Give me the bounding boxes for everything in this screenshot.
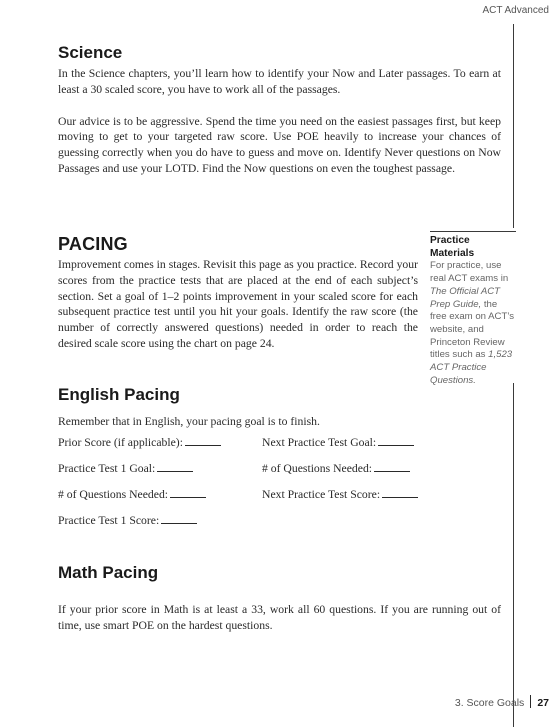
next-score-label: Next Practice Test Score: (262, 488, 381, 501)
english-pacing-section (58, 385, 501, 430)
questions-needed-blank-left[interactable] (170, 488, 206, 498)
test1-score-label: Practice Test 1 Score: (58, 514, 160, 527)
math-paragraph: If your prior score in Math is at least a 33, work all 60 questions. If you are running out of time, use smart POE on the hardest questions. (58, 603, 501, 632)
science-section (58, 43, 501, 177)
sidebar-rule (430, 231, 516, 232)
sidebar-book-title-2: 1,523 ACT Practice Questions. (430, 349, 513, 386)
sidebar-body (430, 260, 516, 387)
science-paragraph-2: Our advice is to be aggressive. Spend the time you need on the easiest passages first, but keep moving to get to your targeted raw score. Use POE heavily to increase your chances of guessing correctly when you do have to guess and move on. Identify Never questions on Now Passages and use your LOTD. Find the Now questions on even the toughest passage. (58, 114, 501, 175)
sidebar-title: Practice Materials (430, 235, 475, 259)
sidebar-text-1: For practice, use real ACT exams in (430, 260, 509, 285)
test1-score-blank[interactable] (161, 514, 197, 524)
test1-goal-blank[interactable] (157, 462, 193, 472)
test1-score-field[interactable] (58, 514, 197, 527)
math-pacing-section (58, 563, 501, 634)
footer-separator (530, 695, 531, 708)
questions-needed-blank-right[interactable] (374, 462, 410, 472)
page-number: 27 (537, 697, 549, 709)
next-score-field[interactable] (262, 488, 418, 501)
pacing-paragraph: Improvement comes in stages. Revisit this page as you practice. Record your scores from the practice tests that are placed at the end of each subject’s section. Set a goal of 1–2 points improvement in your scaled score for each subsequent practice test until you hit your goals. Identify the raw score (the number of correctly answered questions) needed in order to reach the desired scale score using the chart on page 24. (58, 258, 418, 350)
next-goal-field[interactable] (262, 436, 414, 449)
prior-score-blank[interactable] (185, 436, 221, 446)
next-goal-blank[interactable] (378, 436, 414, 446)
margin-rule-bottom (513, 383, 514, 727)
questions-needed-field-left[interactable] (58, 488, 206, 501)
questions-needed-label-left: # of Questions Needed: (58, 488, 169, 501)
sidebar-text-2: the free exam on ACT’s website, and Princeton Review titles such as (430, 298, 515, 361)
prior-score-label: Prior Score (if applicable): (58, 436, 183, 449)
science-heading: Science (58, 43, 123, 62)
footer-chapter: 3. Score Goals (454, 697, 525, 709)
test1-goal-label: Practice Test 1 Goal: (58, 462, 156, 475)
pacing-section (58, 234, 418, 352)
page-footer (455, 695, 549, 709)
science-paragraph-1: In the Science chapters, you’ll learn how to identify your Now and Later passages. To earn at least a 30 scaled score, you have to work all of the passages. (58, 67, 501, 96)
sidebar-book-title: The Official ACT Prep Guide, (430, 285, 501, 310)
running-head: ACT Advanced (482, 5, 549, 16)
pacing-heading: PACING (58, 234, 128, 254)
next-score-blank[interactable] (382, 488, 418, 498)
math-pacing-heading: Math Pacing (58, 563, 159, 582)
english-intro: Remember that in English, your pacing goal is to finish. (58, 415, 320, 428)
practice-materials-sidebar (430, 231, 516, 387)
questions-needed-label-right: # of Questions Needed: (262, 462, 373, 475)
questions-needed-field-right[interactable] (262, 462, 410, 475)
prior-score-field[interactable] (58, 436, 221, 449)
test1-goal-field[interactable] (58, 462, 193, 475)
english-pacing-heading: English Pacing (58, 385, 180, 404)
next-goal-label: Next Practice Test Goal: (262, 436, 377, 449)
margin-rule-top (513, 24, 514, 228)
